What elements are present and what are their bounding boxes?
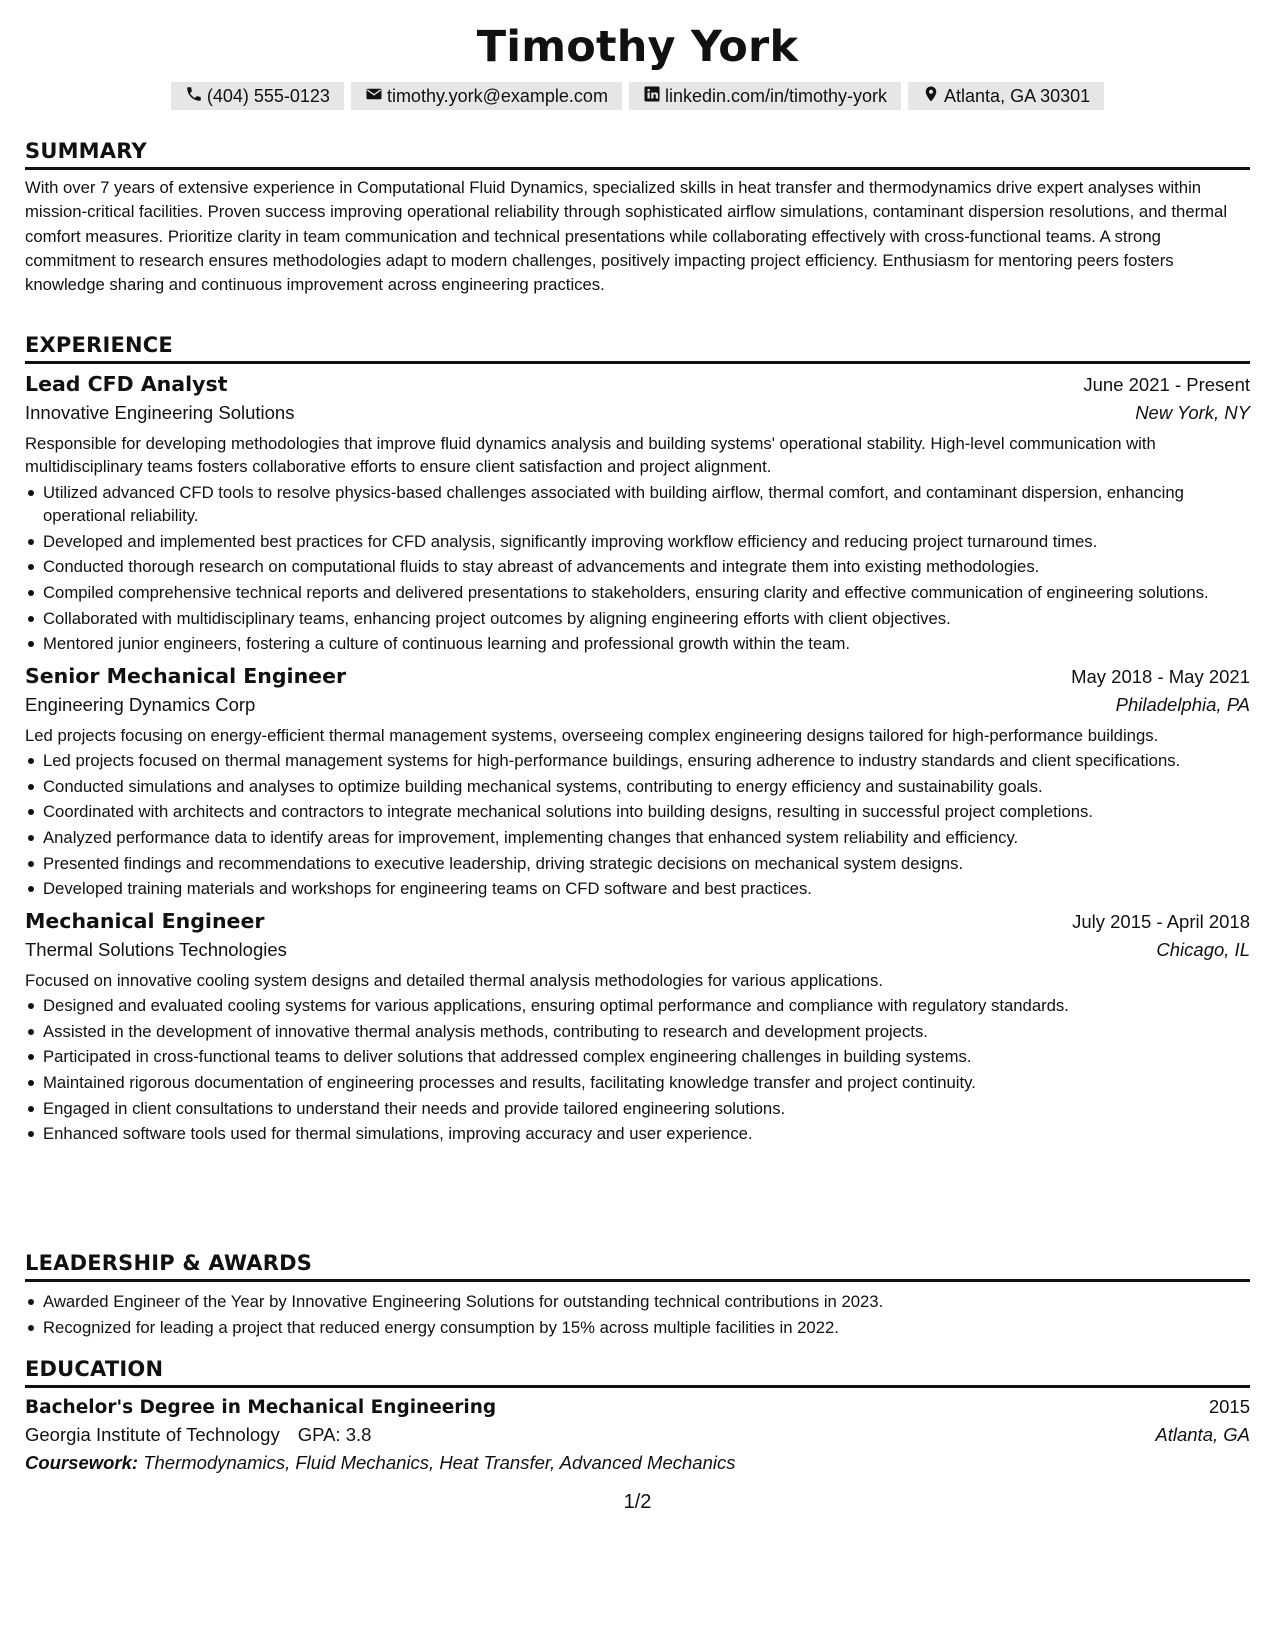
job-title: Senior Mechanical Engineer (25, 663, 347, 688)
company-name: Engineering Dynamics Corp (25, 693, 256, 715)
bullet-item: Presented findings and recommendations to executive leadership, driving strategic decisions on mechanical system designs. (25, 852, 1250, 875)
bullet-item: Collaborated with multidisciplinary teams, enhancing project outcomes by aligning engineering efforts with client objectives. (25, 607, 1250, 630)
envelope-icon (365, 85, 383, 108)
education-section (25, 1357, 1250, 1474)
section-title-leadership: LEADERSHIP & AWARDS (25, 1251, 1250, 1282)
bullet-item: Assisted in the development of innovative thermal analysis methods, contributing to research and development projects. (25, 1020, 1250, 1043)
bullet-item: Recognized for leading a project that reduced energy consumption by 15% across multiple facilities in 2022. (25, 1316, 1250, 1339)
bullet-item: Enhanced software tools used for thermal simulations, improving accuracy and user experience. (25, 1122, 1250, 1145)
bullet-item: Awarded Engineer of the Year by Innovative Engineering Solutions for outstanding technical contributions in 2023. (25, 1290, 1250, 1313)
bullet-item: Utilized advanced CFD tools to resolve physics-based challenges associated with building airflow, thermal comfort, and contaminant dispersion, enhancing operational reliability. (25, 481, 1250, 528)
graduation-year: 2015 (1208, 1396, 1250, 1417)
job-location: Philadelphia, PA (1115, 693, 1250, 715)
leadership-section (25, 1251, 1250, 1341)
bullet-item: Participated in cross-functional teams to deliver solutions that addressed complex engineering challenges in building systems. (25, 1045, 1250, 1068)
job-bullets (25, 994, 1250, 1146)
coursework-list: Thermodynamics, Fluid Mechanics, Heat Transfer, Advanced Mechanics (143, 1452, 736, 1473)
page-number: 1/2 (623, 1491, 652, 1513)
contact-phone (171, 82, 344, 110)
award-bullets (25, 1290, 1250, 1339)
bullet-item: Conducted simulations and analyses to optimize building mechanical systems, contributing to energy efficiency and sustainability goals. (25, 775, 1250, 798)
email-link[interactable]: timothy.york@example.com (386, 85, 608, 106)
coursework-label: Coursework: (25, 1452, 139, 1473)
contact-linkedin[interactable] (629, 82, 901, 110)
job-entry (25, 664, 1250, 901)
linkedin-icon (643, 85, 661, 108)
bullet-item: Coordinated with architects and contractors to integrate mechanical solutions into building designs, resulting in successful project completions. (25, 800, 1250, 823)
school-location: Atlanta, GA (1155, 1424, 1250, 1445)
section-title-summary: SUMMARY (25, 139, 1250, 170)
phone-text: (404) 555-0123 (206, 85, 330, 106)
job-location: Chicago, IL (1156, 938, 1250, 960)
bullet-item: Analyzed performance data to identify areas for improvement, implementing changes that enhanced system reliability and efficiency. (25, 826, 1250, 849)
job-bullets (25, 749, 1250, 901)
bullet-item: Developed training materials and workshops for engineering teams on CFD software and best practices. (25, 877, 1250, 900)
job-dates: June 2021 - Present (1083, 374, 1250, 395)
job-entry (25, 372, 1250, 656)
school-name: Georgia Institute of Technology (25, 1424, 280, 1445)
company-name: Innovative Engineering Solutions (25, 402, 295, 423)
bullet-item: Conducted thorough research on computational fluids to stay abreast of advancements and integrate them into existing methodologies. (25, 555, 1250, 578)
bullet-item: Engaged in client consultations to understand their needs and provide tailored engineering solutions. (25, 1097, 1250, 1120)
company-name: Thermal Solutions Technologies (25, 938, 287, 960)
summary-section (25, 139, 1250, 297)
bullet-item: Led projects focused on thermal management systems for high-performance buildings, ensuring adherence to industry standards and client specifications. (25, 749, 1250, 772)
experience-section (25, 333, 1250, 1148)
coursework (25, 1452, 1250, 1474)
phone-icon (185, 85, 203, 108)
map-pin-icon (922, 85, 940, 108)
degree-title: Bachelor's Degree in Mechanical Engineering (25, 1397, 497, 1418)
job-title: Mechanical Engineer (25, 908, 265, 933)
bullet-item: Maintained rigorous documentation of engineering processes and results, facilitating knowledge transfer and project continuity. (25, 1071, 1250, 1094)
summary-text: With over 7 years of extensive experience in Computational Fluid Dynamics, specialized skills in heat transfer and thermodynamics drive expert analyses within mission-critical facilities. Proven success improving operational reliability through sophisticated airflow simulations, contaminant dispersion resolutions, and thermal comfort measures. Prioritize clarity in team communication and technical presentations while collaborating effectively with cross-functional teams. A strong commitment to research ensures methodologies adapt to modern challenges, positively impacting project efficiency. Enthusiasm for mentoring peers fosters knowledge sharing and continuous improvement across engineering practices. (25, 178, 1228, 295)
bullet-item: Designed and evaluated cooling systems for various applications, ensuring optimal performance and compliance with regulatory standards. (25, 994, 1250, 1017)
section-title-education: EDUCATION (25, 1357, 1250, 1388)
job-entry (25, 909, 1250, 1146)
bullet-item: Compiled comprehensive technical reports and delivered presentations to stakeholders, ensuring clarity and effective communication of engineering solutions. (25, 581, 1250, 604)
job-dates: May 2018 - May 2021 (1071, 665, 1250, 687)
contact-location (908, 82, 1104, 110)
resume-page (25, 0, 1250, 1650)
candidate-name: Timothy York (476, 22, 799, 72)
bullet-item: Mentored junior engineers, fostering a culture of continuous learning and professional growth within the team. (25, 632, 1250, 655)
job-title: Lead CFD Analyst (25, 372, 228, 396)
job-description: Focused on innovative cooling system designs and detailed thermal analysis methodologies for various applications. (25, 970, 884, 990)
job-bullets (25, 481, 1250, 656)
linkedin-link[interactable]: linkedin.com/in/timothy-york (664, 85, 888, 106)
gpa: GPA: 3.8 (297, 1424, 372, 1445)
contact-bar (25, 82, 1250, 110)
job-description: Responsible for developing methodologies that improve fluid dynamics analysis and building systems' operational stability. High-level communication with multidisciplinary teams fosters collaborative efforts to ensure client satisfaction and project alignment. (25, 434, 1156, 477)
bullet-item: Developed and implemented best practices for CFD analysis, significantly improving workflow efficiency and reducing project turnaround times. (25, 530, 1250, 553)
section-title-experience: EXPERIENCE (25, 333, 1250, 364)
contact-email[interactable] (351, 82, 622, 110)
job-location: New York, NY (1135, 402, 1250, 423)
job-dates: July 2015 - April 2018 (1072, 910, 1250, 932)
location-text: Atlanta, GA 30301 (944, 85, 1091, 106)
job-description: Led projects focusing on energy-efficient thermal management systems, overseeing complex engineering designs tailored for high-performance buildings. (25, 725, 1159, 745)
